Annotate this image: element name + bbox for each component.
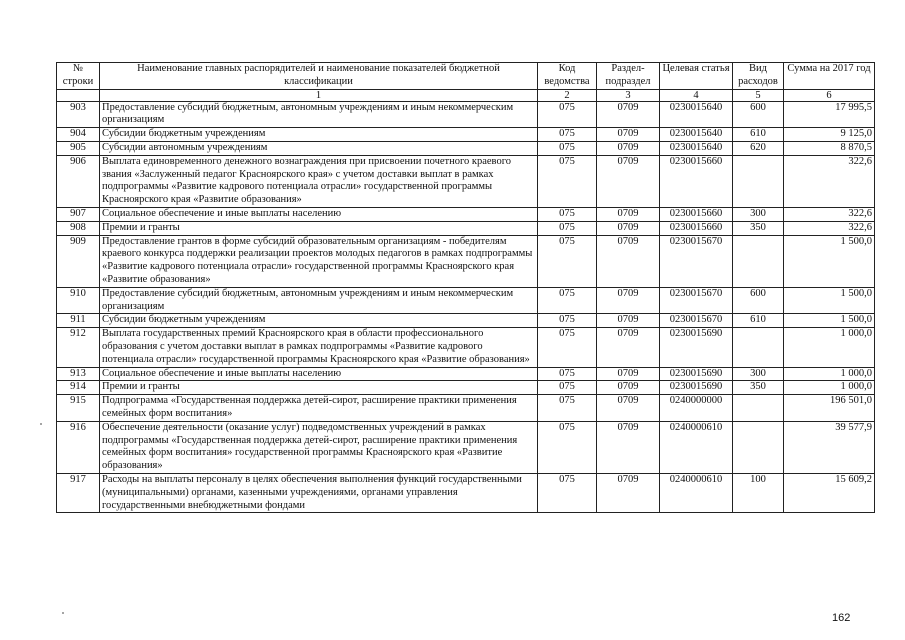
- row-target: 0240000610: [660, 421, 733, 473]
- row-type: 300: [733, 367, 784, 381]
- row-code: 075: [538, 155, 597, 207]
- table-row: [57, 367, 875, 381]
- row-code: 075: [538, 235, 597, 287]
- column-number: 2: [538, 89, 597, 101]
- column-number-blank: [57, 89, 100, 101]
- row-code: 075: [538, 367, 597, 381]
- row-section: 0709: [597, 207, 660, 221]
- row-name: Премии и гранты: [100, 381, 538, 395]
- table-row: [57, 381, 875, 395]
- row-sum: 1 000,0: [784, 328, 875, 367]
- header-name: Наименование главных распорядителей и наименование показателей бюджетной классификации: [100, 63, 538, 90]
- column-number: 5: [733, 89, 784, 101]
- row-sum: 1 000,0: [784, 367, 875, 381]
- row-type: [733, 421, 784, 473]
- row-sum: 8 870,5: [784, 141, 875, 155]
- row-type: 300: [733, 207, 784, 221]
- row-section: 0709: [597, 367, 660, 381]
- row-number: 907: [57, 207, 100, 221]
- row-sum: 1 000,0: [784, 381, 875, 395]
- row-number: 911: [57, 314, 100, 328]
- row-number: 912: [57, 328, 100, 367]
- budget-table: [56, 62, 875, 513]
- row-sum: 17 995,5: [784, 101, 875, 128]
- table-row: [57, 287, 875, 314]
- table-row: [57, 128, 875, 142]
- row-sum: 39 577,9: [784, 421, 875, 473]
- row-section: 0709: [597, 328, 660, 367]
- row-code: 075: [538, 473, 597, 512]
- table-row: [57, 141, 875, 155]
- table-row: [57, 473, 875, 512]
- row-target: 0240000610: [660, 473, 733, 512]
- row-target: 0230015640: [660, 141, 733, 155]
- header-section: Раздел-подраздел: [597, 63, 660, 90]
- row-sum: 1 500,0: [784, 314, 875, 328]
- row-number: 905: [57, 141, 100, 155]
- row-type: [733, 395, 784, 422]
- row-name: Премии и гранты: [100, 221, 538, 235]
- row-type: 350: [733, 221, 784, 235]
- row-sum: 9 125,0: [784, 128, 875, 142]
- row-section: 0709: [597, 287, 660, 314]
- column-number-row: [57, 89, 875, 101]
- row-section: 0709: [597, 381, 660, 395]
- row-code: 075: [538, 207, 597, 221]
- row-type: [733, 155, 784, 207]
- row-sum: 322,6: [784, 155, 875, 207]
- header-target: Целевая статья: [660, 63, 733, 90]
- row-section: 0709: [597, 128, 660, 142]
- row-code: 075: [538, 314, 597, 328]
- row-section: 0709: [597, 421, 660, 473]
- row-type: 610: [733, 128, 784, 142]
- row-name: Субсидии бюджетным учреждениям: [100, 314, 538, 328]
- row-name: Расходы на выплаты персоналу в целях обеспечения выполнения функций государственными (муниципальными) органами, казенными учреждениями, органами управления государственными внебюджетными фондами: [100, 473, 538, 512]
- row-target: 0230015690: [660, 367, 733, 381]
- row-section: 0709: [597, 155, 660, 207]
- row-type: 100: [733, 473, 784, 512]
- column-number: 1: [100, 89, 538, 101]
- row-code: 075: [538, 101, 597, 128]
- row-section: 0709: [597, 314, 660, 328]
- scan-speck: [40, 423, 42, 425]
- row-name: Подпрограмма «Государственная поддержка детей-сирот, расширение практики применения семейных форм воспитания»: [100, 395, 538, 422]
- row-number: 910: [57, 287, 100, 314]
- header-sum: Сумма на 2017 год: [784, 63, 875, 90]
- table-row: [57, 221, 875, 235]
- row-number: 903: [57, 101, 100, 128]
- row-target: 0230015660: [660, 155, 733, 207]
- table-row: [57, 155, 875, 207]
- row-code: 075: [538, 141, 597, 155]
- row-code: 075: [538, 395, 597, 422]
- row-type: [733, 235, 784, 287]
- row-type: 600: [733, 287, 784, 314]
- row-section: 0709: [597, 235, 660, 287]
- row-number: 916: [57, 421, 100, 473]
- row-type: 610: [733, 314, 784, 328]
- row-name: Предоставление субсидий бюджетным, автономным учреждениям и иным некоммерческим организациям: [100, 101, 538, 128]
- row-sum: 15 609,2: [784, 473, 875, 512]
- row-sum: 196 501,0: [784, 395, 875, 422]
- row-number: 904: [57, 128, 100, 142]
- row-code: 075: [538, 421, 597, 473]
- row-target: 0230015660: [660, 207, 733, 221]
- table-row: [57, 207, 875, 221]
- row-section: 0709: [597, 141, 660, 155]
- row-section: 0709: [597, 101, 660, 128]
- row-name: Предоставление грантов в форме субсидий образовательным организациям - победителям краевого конкурса поддержки реализации проектов молодых педагогов в рамках подпрограммы «Развитие кадрового потенциала отрасли» государственной программы Красноярского края «Развитие образования»: [100, 235, 538, 287]
- header-row-no: № строки: [57, 63, 100, 90]
- table-row: [57, 421, 875, 473]
- row-target: 0230015690: [660, 381, 733, 395]
- row-name: Социальное обеспечение и иные выплаты населению: [100, 367, 538, 381]
- row-target: 0230015670: [660, 235, 733, 287]
- row-code: 075: [538, 328, 597, 367]
- table-row: [57, 235, 875, 287]
- row-type: [733, 328, 784, 367]
- row-sum: 1 500,0: [784, 235, 875, 287]
- row-sum: 1 500,0: [784, 287, 875, 314]
- row-number: 915: [57, 395, 100, 422]
- row-name: Выплата государственных премий Красноярского края в области профессионального образования с учетом доставки выплат в рамках подпрограммы «Развитие кадрового потенциала отрасли» государственной программы Красноярского края «Развитие образования»: [100, 328, 538, 367]
- row-name: Обеспечение деятельности (оказание услуг) подведомственных учреждений в рамках подпрограммы «Государственная поддержка детей-сирот, расширение практики применения семейных форм воспитания» государственной программы Красноярского края «Развитие образования»: [100, 421, 538, 473]
- scan-speck: [62, 612, 64, 614]
- header-type: Вид расходов: [733, 63, 784, 90]
- row-section: 0709: [597, 395, 660, 422]
- row-type: 600: [733, 101, 784, 128]
- column-number: 3: [597, 89, 660, 101]
- row-number: 914: [57, 381, 100, 395]
- row-sum: 322,6: [784, 207, 875, 221]
- row-name: Предоставление субсидий бюджетным, автономным учреждениям и иным некоммерческим организациям: [100, 287, 538, 314]
- row-target: 0230015670: [660, 314, 733, 328]
- table-row: [57, 314, 875, 328]
- row-name: Субсидии автономным учреждениям: [100, 141, 538, 155]
- column-number: 6: [784, 89, 875, 101]
- row-number: 913: [57, 367, 100, 381]
- table-row: [57, 101, 875, 128]
- row-number: 906: [57, 155, 100, 207]
- row-number: 908: [57, 221, 100, 235]
- row-sum: 322,6: [784, 221, 875, 235]
- page-number: 162: [832, 612, 851, 624]
- row-target: 0230015640: [660, 128, 733, 142]
- row-code: 075: [538, 287, 597, 314]
- row-section: 0709: [597, 473, 660, 512]
- row-type: 620: [733, 141, 784, 155]
- row-target: 0230015660: [660, 221, 733, 235]
- row-code: 075: [538, 221, 597, 235]
- row-name: Субсидии бюджетным учреждениям: [100, 128, 538, 142]
- row-name: Выплата единовременного денежного вознаграждения при присвоении почетного краевого звания «Заслуженный педагог Красноярского края» с учетом доставки выплат в рамках подпрограммы «Развитие кадрового потенциала отрасли» государственной программы Красноярского края «Развитие образования»: [100, 155, 538, 207]
- row-target: 0230015690: [660, 328, 733, 367]
- row-number: 909: [57, 235, 100, 287]
- table-row: [57, 395, 875, 422]
- row-target: 0230015640: [660, 101, 733, 128]
- row-number: 917: [57, 473, 100, 512]
- table-row: [57, 328, 875, 367]
- column-number: 4: [660, 89, 733, 101]
- table-header-row: [57, 63, 875, 90]
- header-code: Код ведомства: [538, 63, 597, 90]
- row-target: 0230015670: [660, 287, 733, 314]
- row-code: 075: [538, 381, 597, 395]
- row-code: 075: [538, 128, 597, 142]
- row-target: 0240000000: [660, 395, 733, 422]
- row-section: 0709: [597, 221, 660, 235]
- row-type: 350: [733, 381, 784, 395]
- row-name: Социальное обеспечение и иные выплаты населению: [100, 207, 538, 221]
